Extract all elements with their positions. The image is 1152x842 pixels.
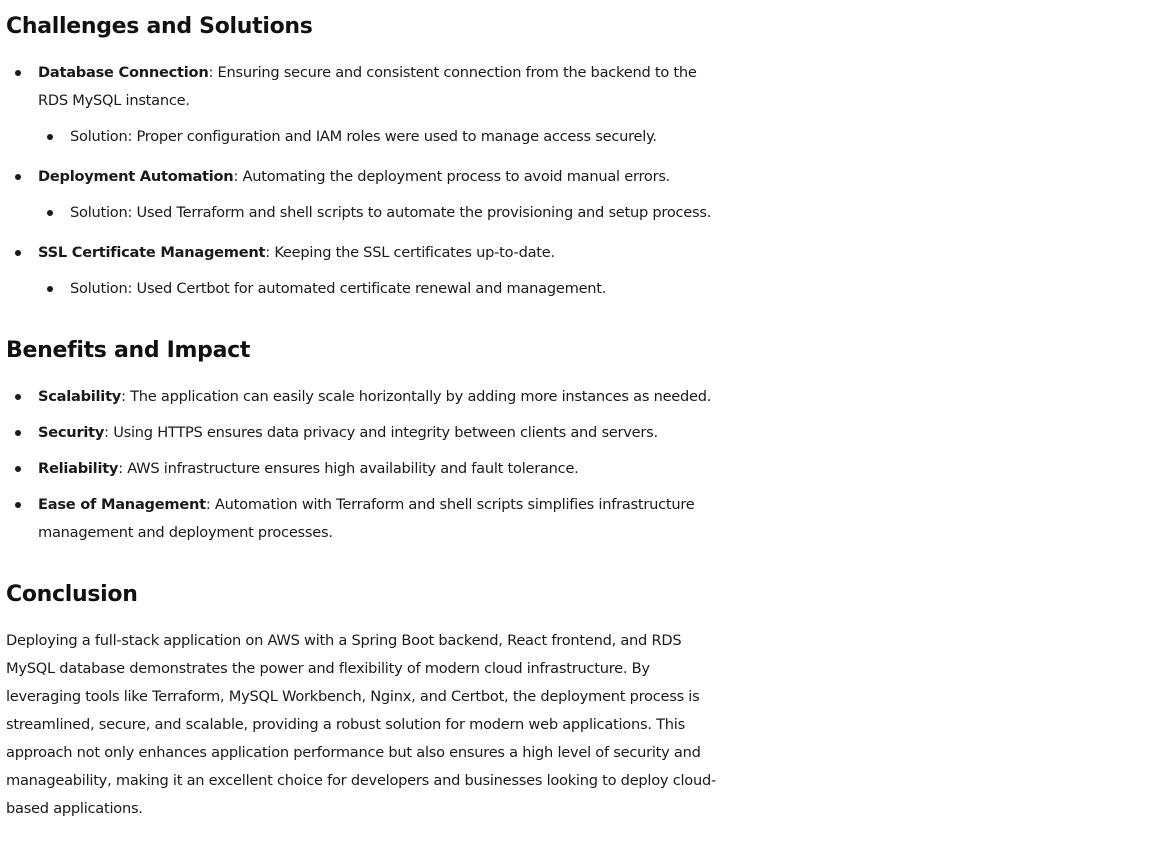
benefits-heading: Benefits and Impact xyxy=(6,338,251,363)
list-item xyxy=(6,163,718,227)
challenges-list xyxy=(6,59,718,303)
list-item-text: : The application can easily scale horizontally by adding more instances as needed. xyxy=(121,388,712,405)
list-item-text: : Using HTTPS ensures data privacy and integrity between clients and servers. xyxy=(104,424,658,441)
conclusion-paragraph: Deploying a full-stack application on AWS with a Spring Boot backend, React frontend, and RDS MySQL database demonstrates the power and flexibility of modern cloud infrastructure. By leveraging tools like Terraform, MySQL Workbench, Nginx, and Certbot, the deployment process is streamlined, secure, and scalable, providing a robust solution for modern web applications. This approach not only enhances application performance but also ensures a high level of security and manageability, making it an excellent choice for developers and businesses looking to deploy cloud-based applications. xyxy=(6,632,716,817)
list-item-term: Reliability xyxy=(38,460,119,477)
list-item xyxy=(6,491,718,547)
solution-list xyxy=(38,123,718,151)
list-item-term: Security xyxy=(38,424,105,441)
list-item-text: : Automation with Terraform and shell scripts simplifies infrastructure management and deployment processes. xyxy=(38,496,695,541)
list-item xyxy=(6,383,718,411)
list-item-term: Database Connection xyxy=(38,64,209,81)
list-item xyxy=(6,419,718,447)
solution-item: Solution: Used Certbot for automated certificate renewal and management. xyxy=(38,275,718,303)
list-item xyxy=(6,455,718,483)
list-item-text: : Automating the deployment process to avoid manual errors. xyxy=(233,168,671,185)
list-item-term: Scalability xyxy=(38,388,122,405)
list-item-text: : Keeping the SSL certificates up-to-date. xyxy=(265,244,555,261)
solution-item: Solution: Proper configuration and IAM roles were used to manage access securely. xyxy=(38,123,718,151)
challenges-heading: Challenges and Solutions xyxy=(6,14,313,39)
solution-list xyxy=(38,275,718,303)
list-item xyxy=(6,239,718,303)
list-item-text: : AWS infrastructure ensures high availability and fault tolerance. xyxy=(118,460,579,477)
list-item-term: Ease of Management xyxy=(38,496,206,513)
list-item-text: : Ensuring secure and consistent connection from the backend to the RDS MySQL instance. xyxy=(38,64,697,109)
list-item xyxy=(6,59,718,151)
list-item-term: Deployment Automation xyxy=(38,168,234,185)
document-content xyxy=(6,0,718,823)
list-item-term: SSL Certificate Management xyxy=(38,244,266,261)
benefits-list xyxy=(6,383,718,547)
solution-item: Solution: Used Terraform and shell scripts to automate the provisioning and setup process. xyxy=(38,199,718,227)
solution-list xyxy=(38,199,718,227)
conclusion-heading: Conclusion xyxy=(6,582,138,607)
